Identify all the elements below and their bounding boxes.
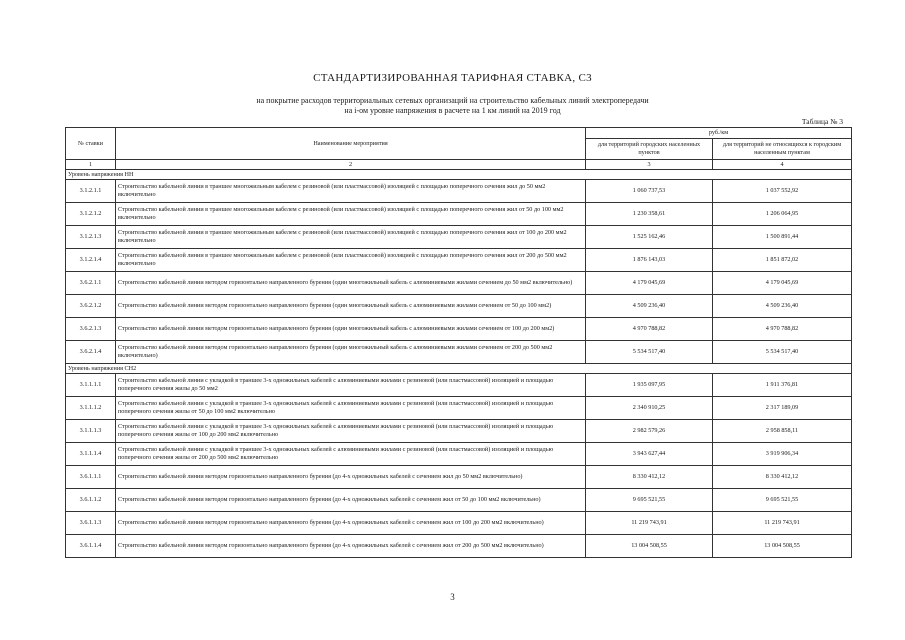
table-row bbox=[66, 249, 852, 272]
rate-urban-value: 11 219 743,91 bbox=[586, 512, 713, 535]
document-subtitle-line1: на покрытие расходов территориальных сетевых организаций на строительство кабельных линий электропередачи bbox=[256, 96, 649, 105]
header-unit: руб./км bbox=[586, 128, 852, 139]
rate-other-value: 1 851 872,02 bbox=[713, 249, 852, 272]
rate-code: 3.1.2.1.4 bbox=[66, 249, 116, 272]
header-urban: для территорий городских населенных пунктов bbox=[586, 139, 713, 160]
rate-code: 3.1.1.1.1 bbox=[66, 374, 116, 397]
rate-description: Строительство кабельной линии методом горизонтально направленного бурения (до 4-х одножильных кабелей с сечением жил от 50 до 100 мм2 включительно) bbox=[116, 489, 586, 512]
rate-description: Строительство кабельной линии методом горизонтально направленного бурения (один многожильный кабель с алюминиевыми жилами сечением от 50 до 100 мм2) bbox=[116, 295, 586, 318]
rate-urban-value: 2 340 910,25 bbox=[586, 397, 713, 420]
rate-other-value: 1 911 376,81 bbox=[713, 374, 852, 397]
rate-code: 3.6.1.1.4 bbox=[66, 535, 116, 558]
table-row bbox=[66, 374, 852, 397]
rate-description: Строительство кабельной линии методом горизонтально направленного бурения (до 4-х одножильных кабелей с сечением жил до 50 мм2 включительно) bbox=[116, 466, 586, 489]
rate-other-value: 2 958 858,11 bbox=[713, 420, 852, 443]
page-number: 3 bbox=[450, 592, 455, 602]
table-row bbox=[66, 226, 852, 249]
rate-code: 3.6.2.1.1 bbox=[66, 272, 116, 295]
rate-code: 3.6.2.1.2 bbox=[66, 295, 116, 318]
table-row bbox=[66, 180, 852, 203]
header-other: для территорий не относящихся к городским населенным пунктам bbox=[713, 139, 852, 160]
header-num-2: 2 bbox=[116, 160, 586, 170]
rate-other-value: 11 219 743,91 bbox=[713, 512, 852, 535]
header-code: № ставки bbox=[66, 128, 116, 160]
table-row bbox=[66, 443, 852, 466]
rate-other-value: 1 037 552,92 bbox=[713, 180, 852, 203]
rate-other-value: 8 330 412,12 bbox=[713, 466, 852, 489]
rate-other-value: 9 695 521,55 bbox=[713, 489, 852, 512]
table-row bbox=[66, 489, 852, 512]
section-title: Уровень напряжения СН2 bbox=[66, 364, 852, 374]
table-row bbox=[66, 203, 852, 226]
rate-description: Строительство кабельной линии методом горизонтально направленного бурения (до 4-х одножильных кабелей с сечением жил от 200 до 500 мм2 включительно) bbox=[116, 535, 586, 558]
rate-other-value: 3 919 906,34 bbox=[713, 443, 852, 466]
table-label: Таблица № 3 bbox=[801, 117, 843, 126]
rate-description: Строительство кабельной линии с укладкой в траншее 3-х одножильных кабелей с алюминиевыми жилами с резиновой (или пластмассовой) изоляцией и площадью поперечного сечения жилы от 200 до 500 мм2 включительно bbox=[116, 443, 586, 466]
rate-urban-value: 4 970 788,82 bbox=[586, 318, 713, 341]
document-subtitle-line2: на i-ом уровне напряжения в расчете на 1 км линий на 2019 год bbox=[344, 106, 561, 115]
rate-description: Строительство кабельной линии с укладкой в траншее 3-х одножильных кабелей с алюминиевыми жилами с резиновой (или пластмассовой) изоляцией и площадью поперечного сечения жилы от 50 до 100 мм2 включительно bbox=[116, 397, 586, 420]
header-name: Наименование мероприятия bbox=[116, 128, 586, 160]
rate-other-value: 1 206 064,95 bbox=[713, 203, 852, 226]
rate-description: Строительство кабельной линии методом горизонтально направленного бурения (до 4-х одножильных кабелей с сечением жил от 100 до 200 мм2 включительно) bbox=[116, 512, 586, 535]
table-row bbox=[66, 318, 852, 341]
rate-urban-value: 3 943 627,44 bbox=[586, 443, 713, 466]
table-row bbox=[66, 397, 852, 420]
rate-code: 3.1.2.1.1 bbox=[66, 180, 116, 203]
table-row bbox=[66, 341, 852, 364]
rate-code: 3.6.1.1.2 bbox=[66, 489, 116, 512]
rate-code: 3.1.2.1.2 bbox=[66, 203, 116, 226]
document-title: СТАНДАРТИЗИРОВАННАЯ ТАРИФНАЯ СТАВКА, С3 bbox=[313, 72, 592, 84]
rate-description: Строительство кабельной линии методом горизонтально направленного бурения (один многожильный кабель с алюминиевыми жилами сечением от 200 до 500 мм2 включительно) bbox=[116, 341, 586, 364]
rate-code: 3.1.2.1.3 bbox=[66, 226, 116, 249]
rate-urban-value: 8 330 412,12 bbox=[586, 466, 713, 489]
rate-description: Строительство кабельной линии в траншее многожильным кабелем с резиновой (или пластмассовой) изоляцией с площадью поперечного сечения жил от 100 до 200 мм2 включительно bbox=[116, 226, 586, 249]
rate-urban-value: 1 525 162,46 bbox=[586, 226, 713, 249]
table-row bbox=[66, 466, 852, 489]
rate-urban-value: 4 179 045,69 bbox=[586, 272, 713, 295]
rate-urban-value: 1 876 143,03 bbox=[586, 249, 713, 272]
rate-description: Строительство кабельной линии методом горизонтально направленного бурения (один многожильный кабель с алюминиевыми жилами сечением до 50 мм2 включительно) bbox=[116, 272, 586, 295]
rate-code: 3.1.1.1.3 bbox=[66, 420, 116, 443]
rate-other-value: 13 004 508,55 bbox=[713, 535, 852, 558]
table-row bbox=[66, 272, 852, 295]
rate-urban-value: 1 060 737,53 bbox=[586, 180, 713, 203]
rate-other-value: 4 179 045,69 bbox=[713, 272, 852, 295]
rate-code: 3.6.1.1.3 bbox=[66, 512, 116, 535]
table-row bbox=[66, 512, 852, 535]
rate-code: 3.6.2.1.3 bbox=[66, 318, 116, 341]
rate-other-value: 4 509 236,40 bbox=[713, 295, 852, 318]
rate-description: Строительство кабельной линии в траншее многожильным кабелем с резиновой (или пластмассовой) изоляцией с площадью поперечного сечения жил от 200 до 500 мм2 включительно bbox=[116, 249, 586, 272]
table-row bbox=[66, 295, 852, 318]
rate-urban-value: 9 695 521,55 bbox=[586, 489, 713, 512]
rate-description: Строительство кабельной линии методом горизонтально направленного бурения (один многожильный кабель с алюминиевыми жилами сечением от 100 до 200 мм2) bbox=[116, 318, 586, 341]
table-body bbox=[66, 170, 852, 558]
rate-urban-value: 1 935 097,95 bbox=[586, 374, 713, 397]
rate-urban-value: 1 230 358,61 bbox=[586, 203, 713, 226]
rate-description: Строительство кабельной линии в траншее многожильным кабелем с резиновой (или пластмассовой) изоляцией с площадью поперечного сечения жил до 50 мм2 включительно bbox=[116, 180, 586, 203]
section-row bbox=[66, 170, 852, 180]
table-row bbox=[66, 535, 852, 558]
rate-urban-value: 4 509 236,40 bbox=[586, 295, 713, 318]
rate-urban-value: 13 004 508,55 bbox=[586, 535, 713, 558]
rate-code: 3.6.2.1.4 bbox=[66, 341, 116, 364]
rate-description: Строительство кабельной линии в траншее многожильным кабелем с резиновой (или пластмассовой) изоляцией с площадью поперечного сечения жил от 50 до 100 мм2 включительно bbox=[116, 203, 586, 226]
rate-code: 3.6.1.1.1 bbox=[66, 466, 116, 489]
header-num-3: 3 bbox=[586, 160, 713, 170]
rate-urban-value: 5 534 517,40 bbox=[586, 341, 713, 364]
rate-code: 3.1.1.1.2 bbox=[66, 397, 116, 420]
header-num-4: 4 bbox=[713, 160, 852, 170]
rate-other-value: 1 500 891,44 bbox=[713, 226, 852, 249]
rate-other-value: 2 317 189,09 bbox=[713, 397, 852, 420]
rate-description: Строительство кабельной линии с укладкой в траншее 3-х одножильных кабелей с алюминиевыми жилами с резиновой (или пластмассовой) изоляцией и площадью поперечного сечения жилы до 50 мм2 bbox=[116, 374, 586, 397]
table-row bbox=[66, 420, 852, 443]
header-num-1: 1 bbox=[66, 160, 116, 170]
rate-other-value: 5 534 517,40 bbox=[713, 341, 852, 364]
rate-urban-value: 2 982 579,26 bbox=[586, 420, 713, 443]
rate-code: 3.1.1.1.4 bbox=[66, 443, 116, 466]
rate-other-value: 4 970 788,82 bbox=[713, 318, 852, 341]
section-title: Уровень напряжения НН bbox=[66, 170, 852, 180]
tariff-table bbox=[65, 127, 852, 558]
section-row bbox=[66, 364, 852, 374]
rate-description: Строительство кабельной линии с укладкой в траншее 3-х одножильных кабелей с алюминиевыми жилами с резиновой (или пластмассовой) изоляцией и площадью поперечного сечения жилы от 100 до 200 мм2 включительно bbox=[116, 420, 586, 443]
